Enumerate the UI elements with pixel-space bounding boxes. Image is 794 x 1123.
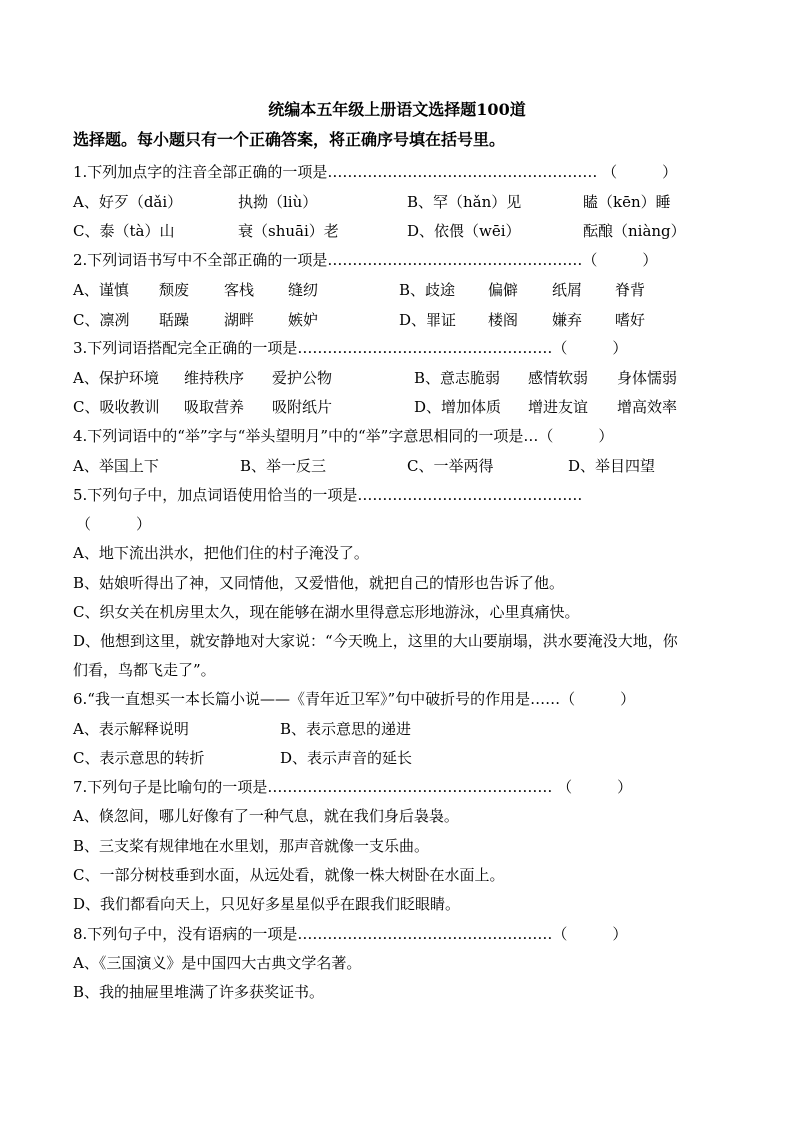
q6-option: D、表示声音的延长: [280, 749, 413, 767]
question-6-stem: 6.“我一直想买一本长篇小说——《青年近卫军》”句中破折号的作用是……（ ）: [73, 690, 636, 708]
q2-option: 嫉妒: [288, 311, 319, 329]
instruction: 选择题。每小题只有一个正确答案，将正确序号填在括号里。: [73, 130, 506, 149]
question-4-stem: 4.下列词语中的“举”字与“举头望明月”中的“举”字意思相同的一项是…（ ）: [73, 427, 614, 445]
q2-option: 嗜好: [615, 311, 646, 329]
question-8-stem: 8.下列句子中，没有语病的一项是……………………………………………（ ）: [73, 925, 628, 943]
q2-option: C、凛冽: [73, 311, 130, 329]
q2-option: 偏僻: [488, 281, 519, 299]
answer-blank[interactable]: （ ）: [76, 515, 152, 533]
q7-option: B、三支桨有规律地在水里划，那声音就像一支乐曲。: [73, 837, 430, 855]
q4-option: B、举一反三: [240, 457, 327, 475]
q7-option: A、倏忽间，哪儿好像有了一种气息，就在我们身后袅袅。: [73, 807, 459, 825]
q5-option: A、地下流出洪水，把他们住的村子淹没了。: [73, 544, 369, 562]
question-3-stem: 3.下列词语搭配完全正确的一项是……………………………………………（ ）: [73, 339, 628, 357]
q1-option: A、好歹（dǎi）: [73, 193, 183, 211]
q7-option: C、一部分树枝垂到水面，从远处看，就像一株大树卧在水面上。: [73, 866, 505, 884]
q1-option: D、依偎（wēi）: [407, 222, 521, 240]
q2-option: 缝纫: [288, 281, 319, 299]
q5-option: C、织女关在机房里太久，现在能够在湖水里得意忘形地游泳，心里真痛快。: [73, 603, 580, 621]
q4-option: D、举目四望: [568, 457, 656, 475]
q5-option: D、他想到这里，就安静地对大家说：“今天晚上，这里的大山要崩塌，洪水要淹没大地，你: [73, 632, 678, 650]
q8-option: A、《三国演义》是中国四大古典文学名著。: [73, 954, 362, 972]
q2-option: D、罪证: [399, 311, 457, 329]
q5-option-continued: 们看，鸟都飞走了”。: [73, 661, 216, 679]
q3-option: A、保护环境: [73, 369, 159, 387]
q3-option: D、增加体质: [414, 398, 502, 416]
q2-option: 颓废: [159, 281, 190, 299]
q4-option: C、一举两得: [407, 457, 494, 475]
q2-option: 嫌弃: [552, 311, 583, 329]
q2-option: B、歧途: [399, 281, 456, 299]
q3-option: B、意志脆弱: [414, 369, 501, 387]
q5-option: B、姑娘听得出了神，又同情他，又爱惜他，就把自己的情形也告诉了他。: [73, 574, 565, 592]
q1-option: 酝酿（niàng）: [583, 222, 686, 240]
q3-option: 增高效率: [617, 398, 678, 416]
q3-option: 吸取营养: [184, 398, 245, 416]
q6-option: A、表示解释说明: [73, 720, 189, 738]
q3-option: 维持秩序: [184, 369, 245, 387]
q2-option: 纸屑: [552, 281, 583, 299]
q8-option: B、我的抽屉里堆满了许多获奖证书。: [73, 983, 325, 1001]
question-5-stem: 5.下列句子中，加点词语使用恰当的一项是………………………………………: [73, 486, 583, 504]
question-1-stem: 1.下列加点字的注音全部正确的一项是……………………………………………… （ ）: [73, 163, 678, 181]
q3-option: 感情软弱: [528, 369, 589, 387]
q1-option: 瞌（kēn）睡: [583, 193, 671, 211]
q3-option: 吸附纸片: [272, 398, 333, 416]
q2-option: 客栈: [224, 281, 255, 299]
q2-option: 聒躁: [159, 311, 190, 329]
q1-option: C、泰（tà）山: [73, 222, 175, 240]
q4-option: A、举国上下: [73, 457, 159, 475]
q1-option: 衰（shuāi）老: [238, 222, 339, 240]
question-2-stem: 2.下列词语书写中不全部正确的一项是……………………………………………（ ）: [73, 251, 658, 269]
q3-option: 身体懦弱: [617, 369, 678, 387]
q3-option: C、吸收教训: [73, 398, 160, 416]
q6-option: C、表示意思的转折: [73, 749, 205, 767]
q2-option: 楼阁: [488, 311, 519, 329]
q3-option: 爱护公物: [272, 369, 333, 387]
q2-option: A、谨慎: [73, 281, 129, 299]
q1-option: B、罕（hǎn）见: [407, 193, 522, 211]
q1-option: 执拗（liù）: [238, 193, 318, 211]
q6-option: B、表示意思的递进: [280, 720, 412, 738]
q7-option: D、我们都看向天上，只见好多星星似乎在跟我们眨眼睛。: [73, 895, 461, 913]
q2-option: 湖畔: [224, 311, 255, 329]
q3-option: 增进友谊: [528, 398, 589, 416]
page-title: 统编本五年级上册语文选择题100道: [268, 100, 526, 119]
question-7-stem: 7.下列句子是比喻句的一项是………………………………………………… （ ）: [73, 778, 633, 796]
q2-option: 脊背: [615, 281, 646, 299]
